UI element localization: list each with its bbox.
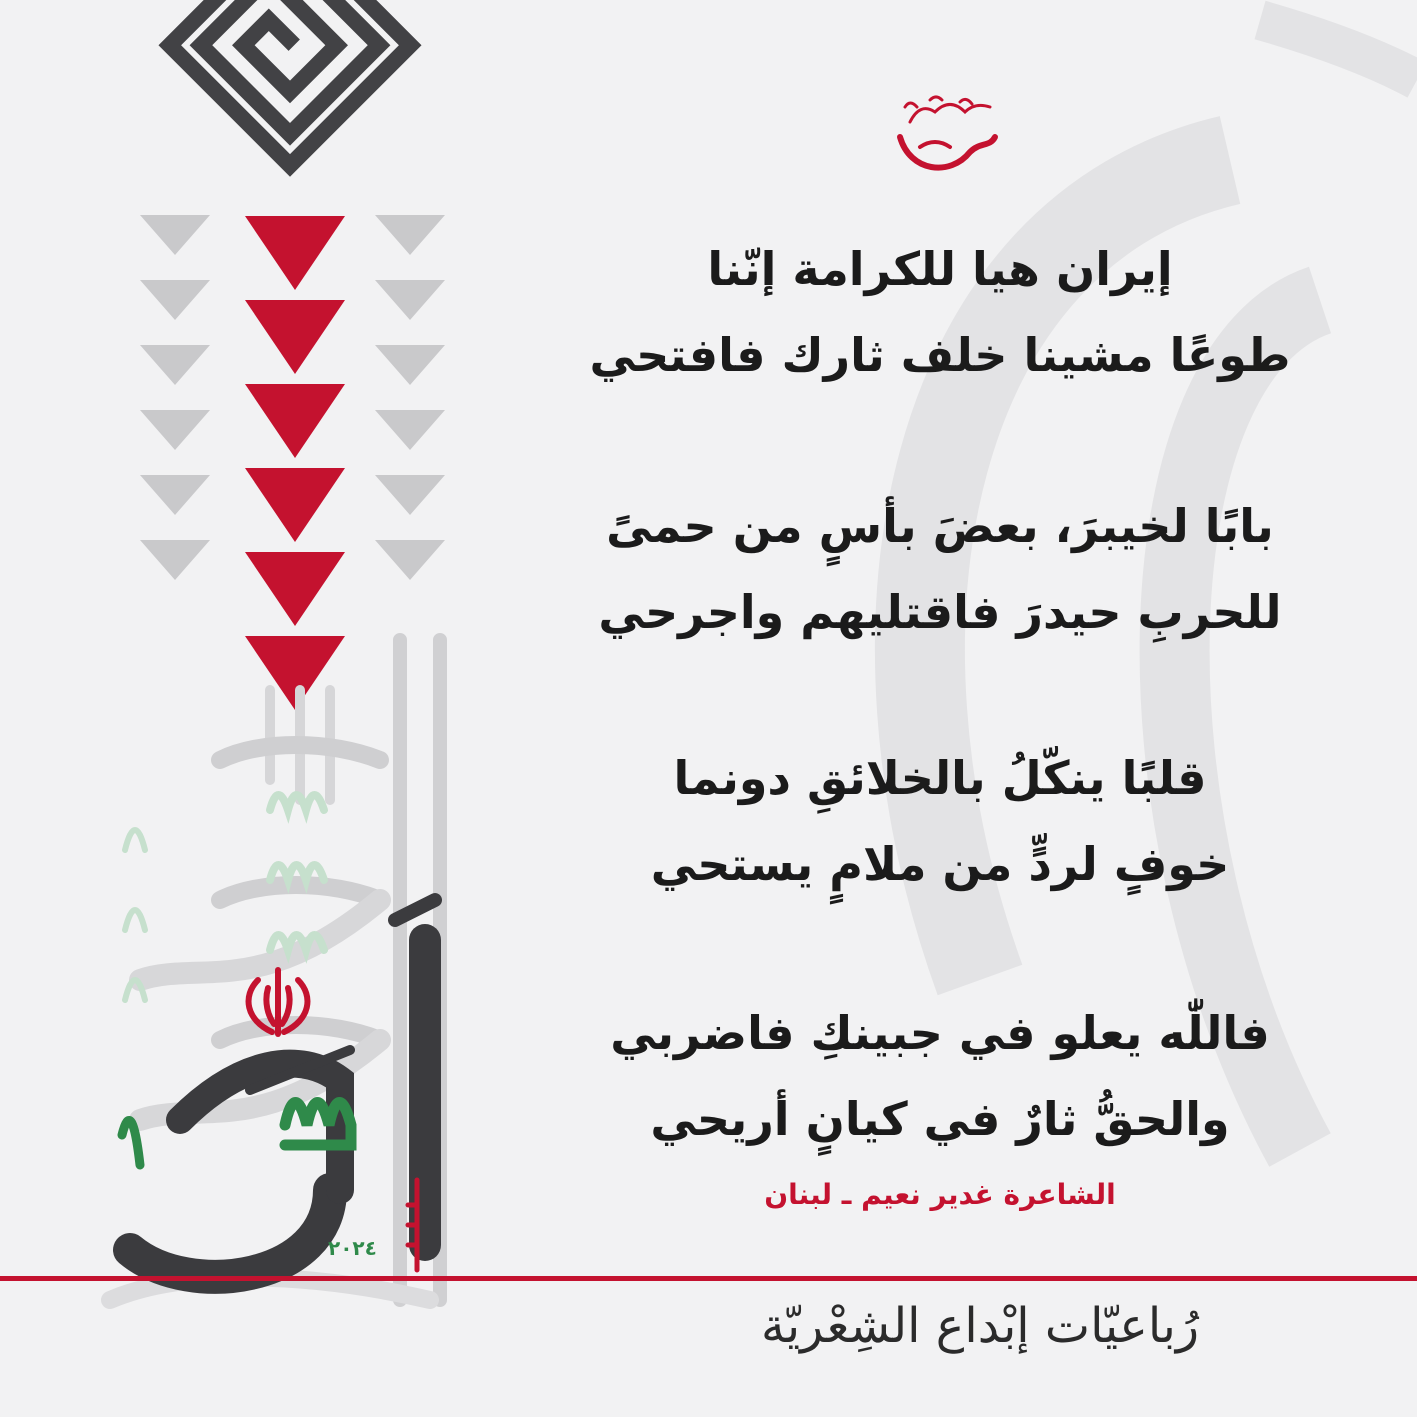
stanza-4 [520, 990, 1360, 1162]
verse-line: قلبًا ينكّلُ بالخلائقِ دونما [673, 751, 1207, 805]
calligraphy-logo-icon [890, 92, 1000, 182]
verse-line: والحقُّ ثارٌ في كيانٍ أريحي [650, 1092, 1230, 1146]
stanza-2 [520, 483, 1360, 655]
verse-line: فاللّٰه يعلو في جبينكِ فاضربي [610, 1006, 1270, 1060]
verse-line: بابًا لخيبرَ، بعضَ بأسٍ من حمىً [606, 499, 1274, 553]
stanza-3 [520, 735, 1360, 907]
iran-emblem-icon [238, 962, 318, 1042]
year-label: ٢٠٢٤ [328, 1236, 377, 1260]
kufic-square-icon [170, 0, 410, 165]
red-triangle-column [245, 216, 345, 710]
verse-line: للحربِ حيدرَ فاقتليهم واجرحي [598, 585, 1282, 639]
series-title: رُباعيّات إبْداع الشِعْريّة [761, 1298, 1199, 1354]
stanza-1 [520, 226, 1360, 398]
poet-credit: الشاعرة غدير نعيم ـ لبنان [764, 1178, 1116, 1211]
bottom-red-rule [0, 1276, 1417, 1281]
verse-line: خوفٍ لردٍّ من ملامٍ يستحي [650, 837, 1230, 891]
verse-line: طوعًا مشينا خلف ثارك فافتحي [589, 328, 1291, 382]
verse-line: إيران هيا للكرامة إنّنا [707, 242, 1173, 296]
